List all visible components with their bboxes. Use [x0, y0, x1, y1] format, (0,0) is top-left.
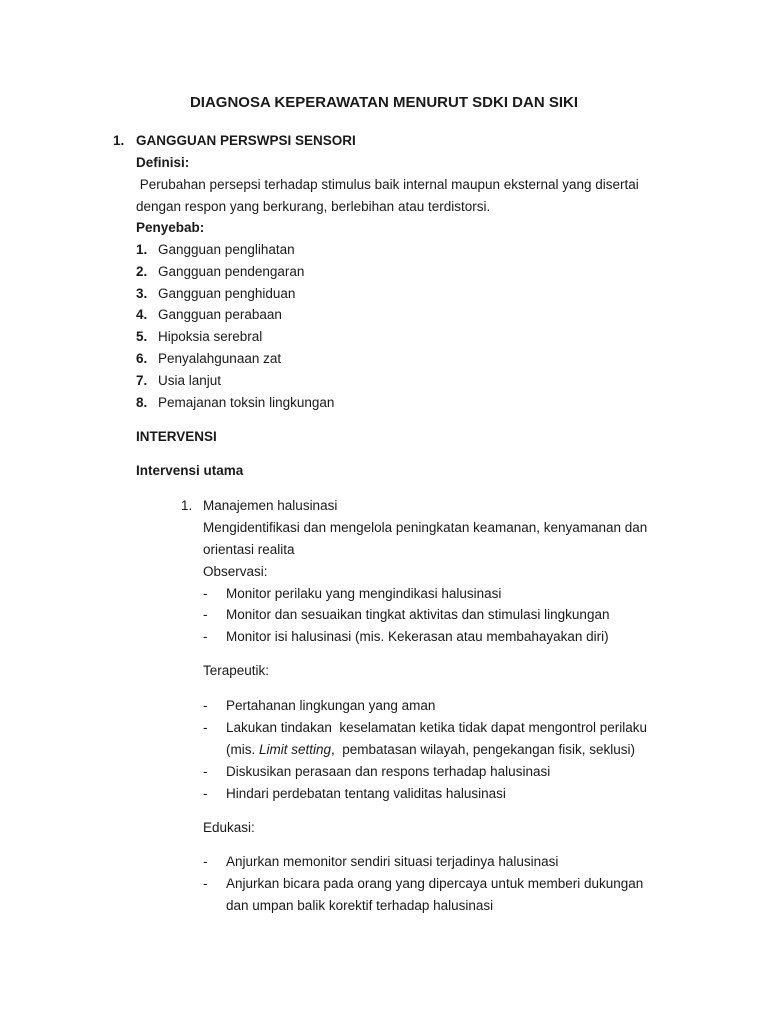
cause-number: 1.	[136, 242, 148, 257]
bullet-dash: -	[203, 720, 208, 735]
cause-number: 6.	[136, 351, 148, 366]
cause-number: 7.	[136, 373, 148, 388]
cause-item: Gangguan penghiduan	[158, 286, 296, 301]
cause-item: Gangguan perabaan	[158, 307, 282, 322]
observasi-label: Observasi:	[203, 564, 268, 579]
terapeutik-cont-suffix: , pembatasan wilayah, pengekangan fisik, seklusi)	[331, 742, 635, 757]
cause-item: Penyalahgunaan zat	[158, 351, 282, 366]
cause-item: Gangguan pendengaran	[158, 264, 305, 279]
section-heading: GANGGUAN PERSWPSI SENSORI	[136, 133, 356, 148]
cause-number: 2.	[136, 264, 148, 279]
terapeutik-item-continuation	[226, 741, 635, 759]
terapeutik-item: Pertahanan lingkungan yang aman	[226, 698, 436, 713]
terapeutik-item: Hindari perdebatan tentang validitas halusinasi	[226, 786, 506, 801]
observasi-item: Monitor isi halusinasi (mis. Kekerasan atau membahayakan diri)	[226, 629, 609, 644]
causes-label: Penyebab:	[136, 220, 205, 235]
intervention-subheading: Intervensi utama	[136, 463, 244, 478]
terapeutik-item: Lakukan tindakan keselamatan ketika tidak dapat mengontrol perilaku	[226, 720, 648, 735]
definition-text-line1: Perubahan persepsi terhadap stimulus baik internal maupun eksternal yang disertai	[136, 177, 639, 192]
intervention-heading: INTERVENSI	[136, 429, 217, 444]
section-number: 1.	[113, 133, 125, 148]
cause-item: Pemajanan toksin lingkungan	[158, 395, 335, 410]
edukasi-item: Anjurkan bicara pada orang yang dipercaya untuk memberi dukungan	[226, 876, 644, 891]
terapeutik-label: Terapeutik:	[203, 663, 270, 678]
bullet-dash: -	[203, 607, 208, 622]
cause-item: Usia lanjut	[158, 373, 222, 388]
bullet-dash: -	[203, 764, 208, 779]
edukasi-label: Edukasi:	[203, 820, 255, 835]
limit-setting-italic: Limit setting	[259, 742, 332, 757]
bullet-dash: -	[203, 786, 208, 801]
bullet-dash: -	[203, 698, 208, 713]
edukasi-item-continuation: dan umpan balik korektif terhadap halusinasi	[226, 898, 494, 913]
bullet-dash: -	[203, 629, 208, 644]
intervention-desc-line2: orientasi realita	[203, 542, 295, 557]
terapeutik-item: Diskusikan perasaan dan respons terhadap halusinasi	[226, 764, 551, 779]
definition-text-line2: dengan respon yang berkurang, berlebihan atau terdistorsi.	[136, 199, 491, 214]
bullet-dash: -	[203, 854, 208, 869]
bullet-dash: -	[203, 876, 208, 891]
observasi-item: Monitor perilaku yang mengindikasi halusinasi	[226, 586, 502, 601]
intervention-desc-line1: Mengidentifikasi dan mengelola peningkatan keamanan, kenyamanan dan	[203, 520, 648, 535]
cause-number: 3.	[136, 286, 148, 301]
edukasi-item: Anjurkan memonitor sendiri situasi terjadinya halusinasi	[226, 854, 559, 869]
cause-number: 5.	[136, 329, 148, 344]
cause-number: 4.	[136, 307, 148, 322]
cause-item: Gangguan penglihatan	[158, 242, 295, 257]
observasi-item: Monitor dan sesuaikan tingkat aktivitas dan stimulasi lingkungan	[226, 607, 610, 622]
intervention-item-title: Manajemen halusinasi	[203, 498, 338, 513]
definition-label: Definisi:	[136, 155, 190, 170]
document-title: DIAGNOSA KEPERAWATAN MENURUT SDKI DAN SIKI	[189, 94, 579, 111]
cause-number: 8.	[136, 395, 148, 410]
terapeutik-cont-prefix: (mis.	[226, 742, 259, 757]
intervention-item-number: 1.	[181, 498, 193, 513]
bullet-dash: -	[203, 586, 208, 601]
cause-item: Hipoksia serebral	[158, 329, 263, 344]
